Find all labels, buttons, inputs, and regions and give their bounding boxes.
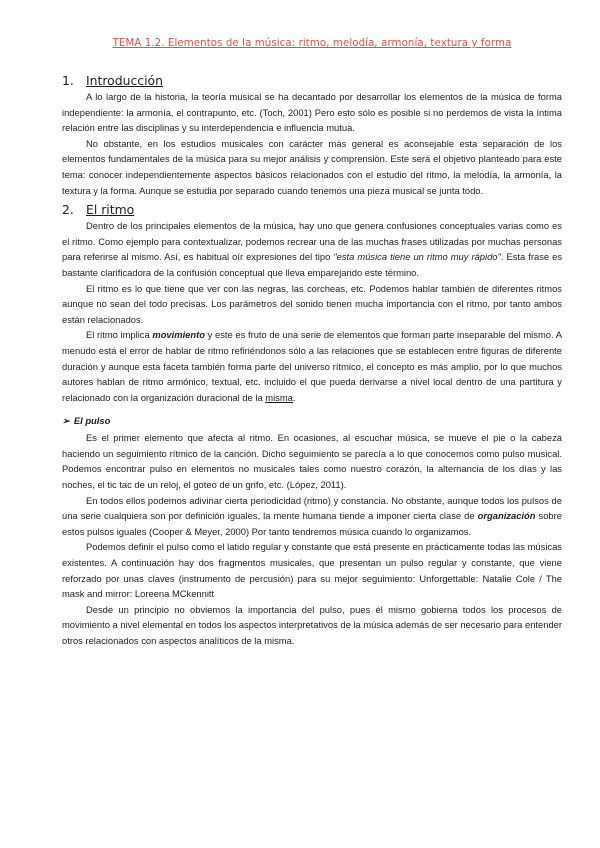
section-heading-ritmo	[62, 202, 562, 217]
pulso-paragraph-3: Podemos definir el pulso como el latido regular y constante que está presente en prácticamente todas las músicas existentes. A continuación hay dos fragmentos musicales, que presentan un pulso regular y constante, que viene reforzado por unas claves (instrumento de percusión) para su mejor seguimiento: Unforgettable: Natalie Cole / The mask and mirror: Loreena MCkennitt	[62, 541, 562, 600]
emphasis-text: movimiento	[152, 329, 205, 341]
ritmo-paragraph-1	[62, 218, 562, 280]
intro-paragraph-1: A lo largo de la historia, la teoría musical se ha decantado por desarrollar los elementos de la música de forma independiente: la armonía, el contrapunto, etc. (Toch, 2001) Pero esto sólo es posible si no perdemos de vista la íntima relación entre las disciplinas y su interdependencia e influencia mutua.	[62, 91, 562, 134]
pulso-paragraph-4: Desde un principio no obviemos la importancia del pulso, pues él mismo gobierna todos los procesos de movimiento a nivel elemental en todos los aspectos interpretativos de la música además de ser necesario para entender otros relacionados con aspectos analíticos de la misma.	[62, 603, 562, 646]
arrow-bullet-icon: ➢	[62, 415, 70, 427]
subheading-pulso	[62, 415, 562, 427]
text-run: .	[292, 391, 296, 403]
subheading-title: El pulso	[73, 415, 111, 427]
text-run: sobre estos pulsos iguales (Cooper & Meyer, 2000) Por tanto tendremos música cuando lo organizamos.	[62, 510, 562, 537]
text-run: . Esta frase es bastante clarificadora de la confusión conceptual que lleva emparejando este término.	[62, 251, 563, 278]
ritmo-paragraph-2: El ritmo es lo que tiene que ver con las negras, las corcheas, etc. Podemos hablar también de diferentes ritmos aunque no sean del todo precisas. Los parámetros del sonido tienen mucha importancia con el ritmo, por tanto ambos están relacionados.	[62, 282, 562, 325]
emphasis-text: organización	[477, 510, 536, 522]
section-number: 2.	[62, 202, 74, 218]
section-title: Introducción	[86, 73, 163, 88]
intro-paragraph-2: No obstante, en los estudios musicales con carácter más general es aconsejable esta separación de los elementos fundamentales de la música para su mejor análisis y comprensión. Este será el objetivo planteado para este tema: conocer independientemente aspectos básicos relacionados con el estudio del ritmo, la melodía, la armonía, la textura y la forma. Aunque se estudia por separado cuando tenemos una pieza musical se junta todo.	[62, 137, 562, 196]
section-number: 1.	[62, 73, 74, 88]
ritmo-paragraph-3	[62, 327, 562, 405]
section-heading-introduccion	[62, 73, 562, 88]
text-run: En todos ellos podemos adivinar cierta periodicidad (ritmo) y constancia. No obstante, aunque todos los pulsos de una serie cualquiera son por definición iguales, la mente humana tiende a imponer cierta clase de	[62, 494, 562, 522]
text-run: El ritmo implica	[86, 329, 153, 341]
pulso-paragraph-2	[62, 493, 562, 540]
document-title: TEMA 1.2. Elementos de la música: ritmo, melodía, armonía, textura y forma	[112, 38, 512, 49]
text-run: y este es fruto de una serie de elementos que forman parte inseparable del mismo. A menudo está el error de hablar de ritmo refiriéndonos sólo a las relaciones que se establecen entre figuras de diferente duración y aunque esta faceta también forma parte del universo rítmico, el concepto es más amplio, por lo que muchos autores hablan de ritmo armónico, textual, etc. incluido el que pueda derivarse a nivel local dentro de una partitura y relacionado con la organización duracional de la	[62, 329, 562, 403]
text-run: Dentro de los principales elementos de la música, hay uno que genera confusiones conceptuales varias como es el ritmo. Como ejemplo para contextualizar, podemos recrear una de las muchas frases utilizadas por muchas personas para referirse al mismo. Así, es habitual oír expresiones del tipo	[62, 220, 562, 263]
underlined-text: misma	[265, 391, 293, 403]
quote-text: "esta música tiene un ritmo muy rápido"	[333, 251, 501, 263]
pulso-paragraph-1: Es el primer elemento que afecta al ritmo. En ocasiones, al escuchar música, se mueve el pie o la cabeza haciendo un seguimiento rítmico de la canción. Dicho seguimiento se parecía a lo que conocemos como pulso musical. Podemos encontrar pulso en elementos no musicales tales como nuestro corazón, la alternancia de los días y las noches, el tic tac de un reloj, el goteo de un grifo, etc. (López, 2011).	[62, 432, 562, 491]
section-title: El ritmo	[86, 202, 135, 218]
